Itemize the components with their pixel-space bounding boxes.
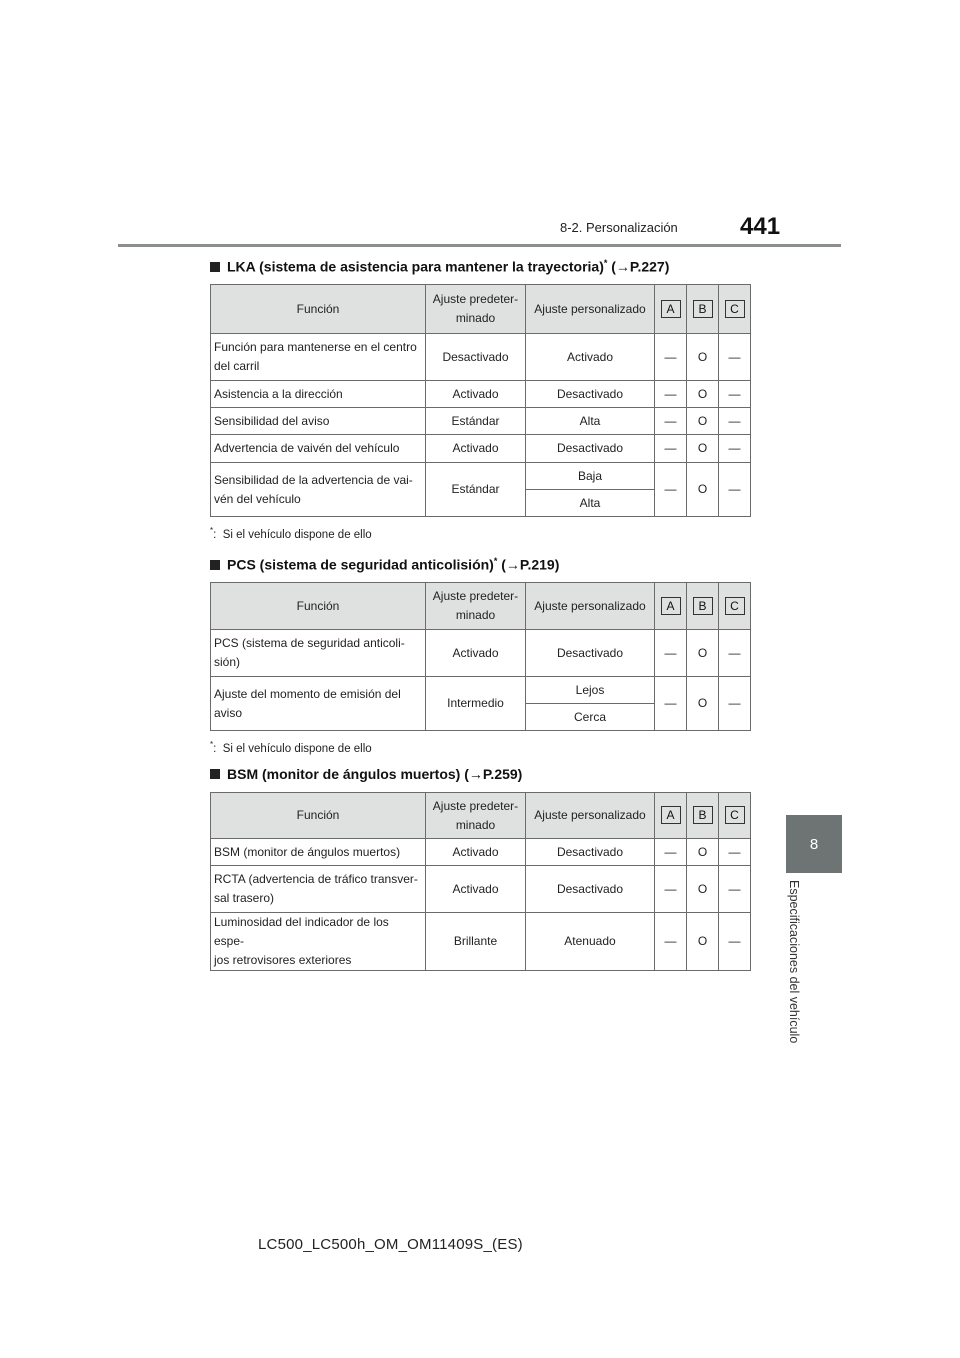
col-header-b: B xyxy=(687,583,719,630)
square-bullet-icon xyxy=(210,560,220,570)
col-header-default: Ajuste predeter- minado xyxy=(426,285,526,334)
col-header-custom: Ajuste personalizado xyxy=(526,285,655,334)
asterisk: * xyxy=(603,258,608,268)
section-title-bsm xyxy=(210,766,522,782)
page-reference-link[interactable]: (→P.259) xyxy=(464,766,523,782)
chapter-tab: 8 xyxy=(786,815,842,873)
table-row: RCTA (advertencia de tráfico transver- sal trasero) Activado Desactivado — O — xyxy=(211,866,751,913)
col-header-c: C xyxy=(719,285,751,334)
lka-table xyxy=(210,284,751,517)
table-row: Sensibilidad de la advertencia de vai- vén del vehículo Estándar Baja — O — xyxy=(211,463,751,490)
footnote: *: Si el vehículo dispone de ello xyxy=(210,740,372,755)
bsm-table xyxy=(210,792,751,971)
col-header-b: B xyxy=(687,793,719,839)
table-row: Luminosidad del indicador de los espe- jos retrovisores exteriores Brillante Atenuado — O — xyxy=(211,913,751,971)
asterisk: * xyxy=(493,556,498,566)
col-header-a: A xyxy=(655,793,687,839)
pcs-table xyxy=(210,582,751,731)
col-header-function: Función xyxy=(211,793,426,839)
table-row: Advertencia de vaivén del vehículo Activado Desactivado — O — xyxy=(211,435,751,463)
header-rule xyxy=(118,244,841,247)
col-header-function: Función xyxy=(211,583,426,630)
col-header-default: Ajuste predeter- minado xyxy=(426,793,526,839)
bsm-title: BSM (monitor de ángulos muertos) xyxy=(227,766,461,782)
square-bullet-icon xyxy=(210,769,220,779)
chapter-title xyxy=(787,880,801,1055)
table-row: Cerca xyxy=(211,704,751,731)
col-header-custom: Ajuste personalizado xyxy=(526,793,655,839)
col-header-b: B xyxy=(687,285,719,334)
section-title-lka xyxy=(210,258,669,275)
table-row: Sensibilidad del aviso Estándar Alta — O — xyxy=(211,408,751,435)
table-row: BSM (monitor de ángulos muertos) Activado Desactivado — O — xyxy=(211,839,751,866)
table-row: Ajuste del momento de emisión del aviso Intermedio Lejos — O — xyxy=(211,677,751,704)
table-row: Asistencia a la dirección Activado Desactivado — O — xyxy=(211,381,751,408)
col-header-custom: Ajuste personalizado xyxy=(526,583,655,630)
table-row: Alta xyxy=(211,490,751,517)
chapter-title-text: Especificaciones del vehículo xyxy=(787,880,801,1044)
lka-title: LKA (sistema de asistencia para mantener la trayectoria) xyxy=(227,258,604,275)
table-row: Función para mantenerse en el centro del carril Desactivado Activado — O — xyxy=(211,334,751,381)
col-header-c: C xyxy=(719,793,751,839)
table-row: PCS (sistema de seguridad anticoli- sión) Activado Desactivado — O — xyxy=(211,630,751,677)
col-header-default: Ajuste predeter- minado xyxy=(426,583,526,630)
col-header-c: C xyxy=(719,583,751,630)
pcs-title: PCS (sistema de seguridad anticolisión) xyxy=(227,556,494,573)
section-title-pcs xyxy=(210,556,559,573)
table-header-row xyxy=(211,583,751,630)
section-heading: 8-2. Personalización xyxy=(560,220,678,235)
table-header-row xyxy=(211,793,751,839)
col-header-a: A xyxy=(655,583,687,630)
page-reference-link[interactable]: (→P.219) xyxy=(501,556,560,573)
col-header-a: A xyxy=(655,285,687,334)
footnote: *: Si el vehículo dispone de ello xyxy=(210,526,372,541)
page-reference-link[interactable]: (→P.227) xyxy=(611,258,670,275)
table-header-row xyxy=(211,285,751,334)
square-bullet-icon xyxy=(210,262,220,272)
page-number: 441 xyxy=(740,213,781,240)
col-header-function: Función xyxy=(211,285,426,334)
document-code: LC500_LC500h_OM_OM11409S_(ES) xyxy=(258,1236,523,1253)
